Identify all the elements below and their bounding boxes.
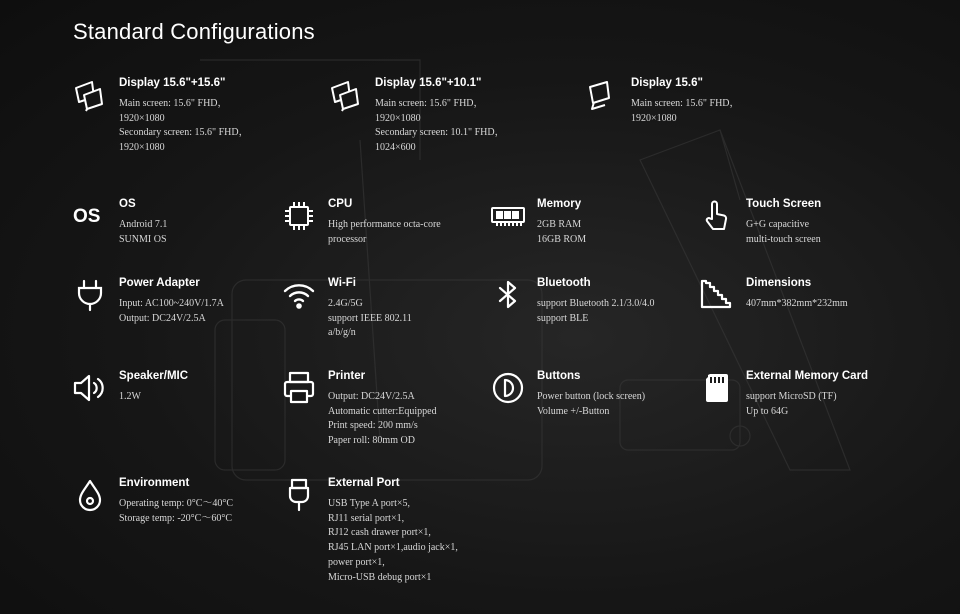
usb-icon [282, 478, 316, 512]
spec-desc: 1.2W [119, 391, 141, 402]
sdcard-icon [700, 371, 734, 405]
display-icon [329, 78, 363, 112]
spec-name: Bluetooth [537, 277, 591, 289]
plug-icon [73, 278, 107, 312]
spec-name: Memory [537, 198, 582, 210]
printer-icon [282, 371, 316, 405]
spec-name: Printer [328, 370, 366, 382]
spec-name: Dimensions [746, 277, 812, 289]
display-spec-name: Display 15.6" [631, 77, 703, 89]
spec-name: CPU [328, 198, 353, 210]
os-icon [73, 199, 107, 233]
spec-desc: support MicroSD (TF) Up to 64G [746, 391, 837, 417]
display-icon [585, 78, 619, 112]
memory-icon [491, 199, 525, 233]
spec-name: Power Adapter [119, 277, 200, 289]
spec-desc: Operating temp: 0°C～40°C Storage temp: -20°C～60°C [119, 498, 234, 524]
spec-desc: G+G capacitive multi-touch screen [746, 219, 821, 245]
page-title: Standard Configurations [73, 19, 315, 44]
spec-desc: Input: AC100~240V/1.7A Output: DC24V/2.5A [119, 298, 224, 324]
dimensions-icon [700, 278, 734, 312]
svg-text:OS: OS [73, 206, 101, 227]
button-icon [491, 371, 525, 405]
touch-icon [700, 199, 734, 233]
spec-name: External Memory Card [746, 370, 869, 382]
spec-desc: 2GB RAM 16GB ROM [537, 219, 587, 245]
drop-icon [73, 478, 107, 512]
wifi-icon [282, 278, 316, 312]
display-spec-name: Display 15.6"+10.1" [375, 77, 482, 89]
spec-desc: support Bluetooth 2.1/3.0/4.0 support BLE [537, 298, 655, 324]
spec-name: Buttons [537, 370, 581, 382]
speaker-icon [73, 371, 107, 405]
spec-name: Wi-Fi [328, 277, 356, 289]
spec-name: OS [119, 198, 136, 210]
spec-desc: 407mm*382mm*232mm [746, 298, 848, 309]
spec-name: Speaker/MIC [119, 370, 189, 382]
spec-desc: Output: DC24V/2.5A Automatic cutter:Equipped Print speed: 200 mm/s Paper roll: 80mm OD [328, 391, 437, 447]
display-spec-name: Display 15.6"+15.6" [119, 77, 226, 89]
display-icon [73, 78, 107, 112]
cpu-icon [282, 199, 316, 233]
display-spec-desc: Main screen: 15.6" FHD， 1920×1080 Secondary screen: 15.6" FHD， 1920×1080 [119, 98, 249, 154]
spec-desc: Power button (lock screen) Volume +/-Button [537, 391, 646, 417]
spec-name: Touch Screen [746, 198, 822, 210]
spec-name: Environment [119, 477, 190, 489]
spec-desc: USB Type A port×5, RJ11 serial port×1, RJ12 cash drawer port×1, RJ45 LAN port×1,audio jack×1, power port×1, Micro-USB debug port×1 [328, 498, 458, 583]
display-spec-desc: Main screen: 15.6" FHD， 1920×1080 [631, 98, 740, 124]
display-spec-desc: Main screen: 15.6" FHD， 1920×1080 Secondary screen: 10.1" FHD， 1024×600 [375, 98, 505, 154]
spec-name: External Port [328, 477, 400, 489]
spec-desc: 2.4G/5G support IEEE 802.11 a/b/g/n [328, 298, 412, 339]
bluetooth-icon [491, 278, 525, 312]
spec-desc: High performance octa-core processor [328, 219, 441, 245]
spec-desc: Android 7.1 SUNMI OS [119, 219, 168, 245]
